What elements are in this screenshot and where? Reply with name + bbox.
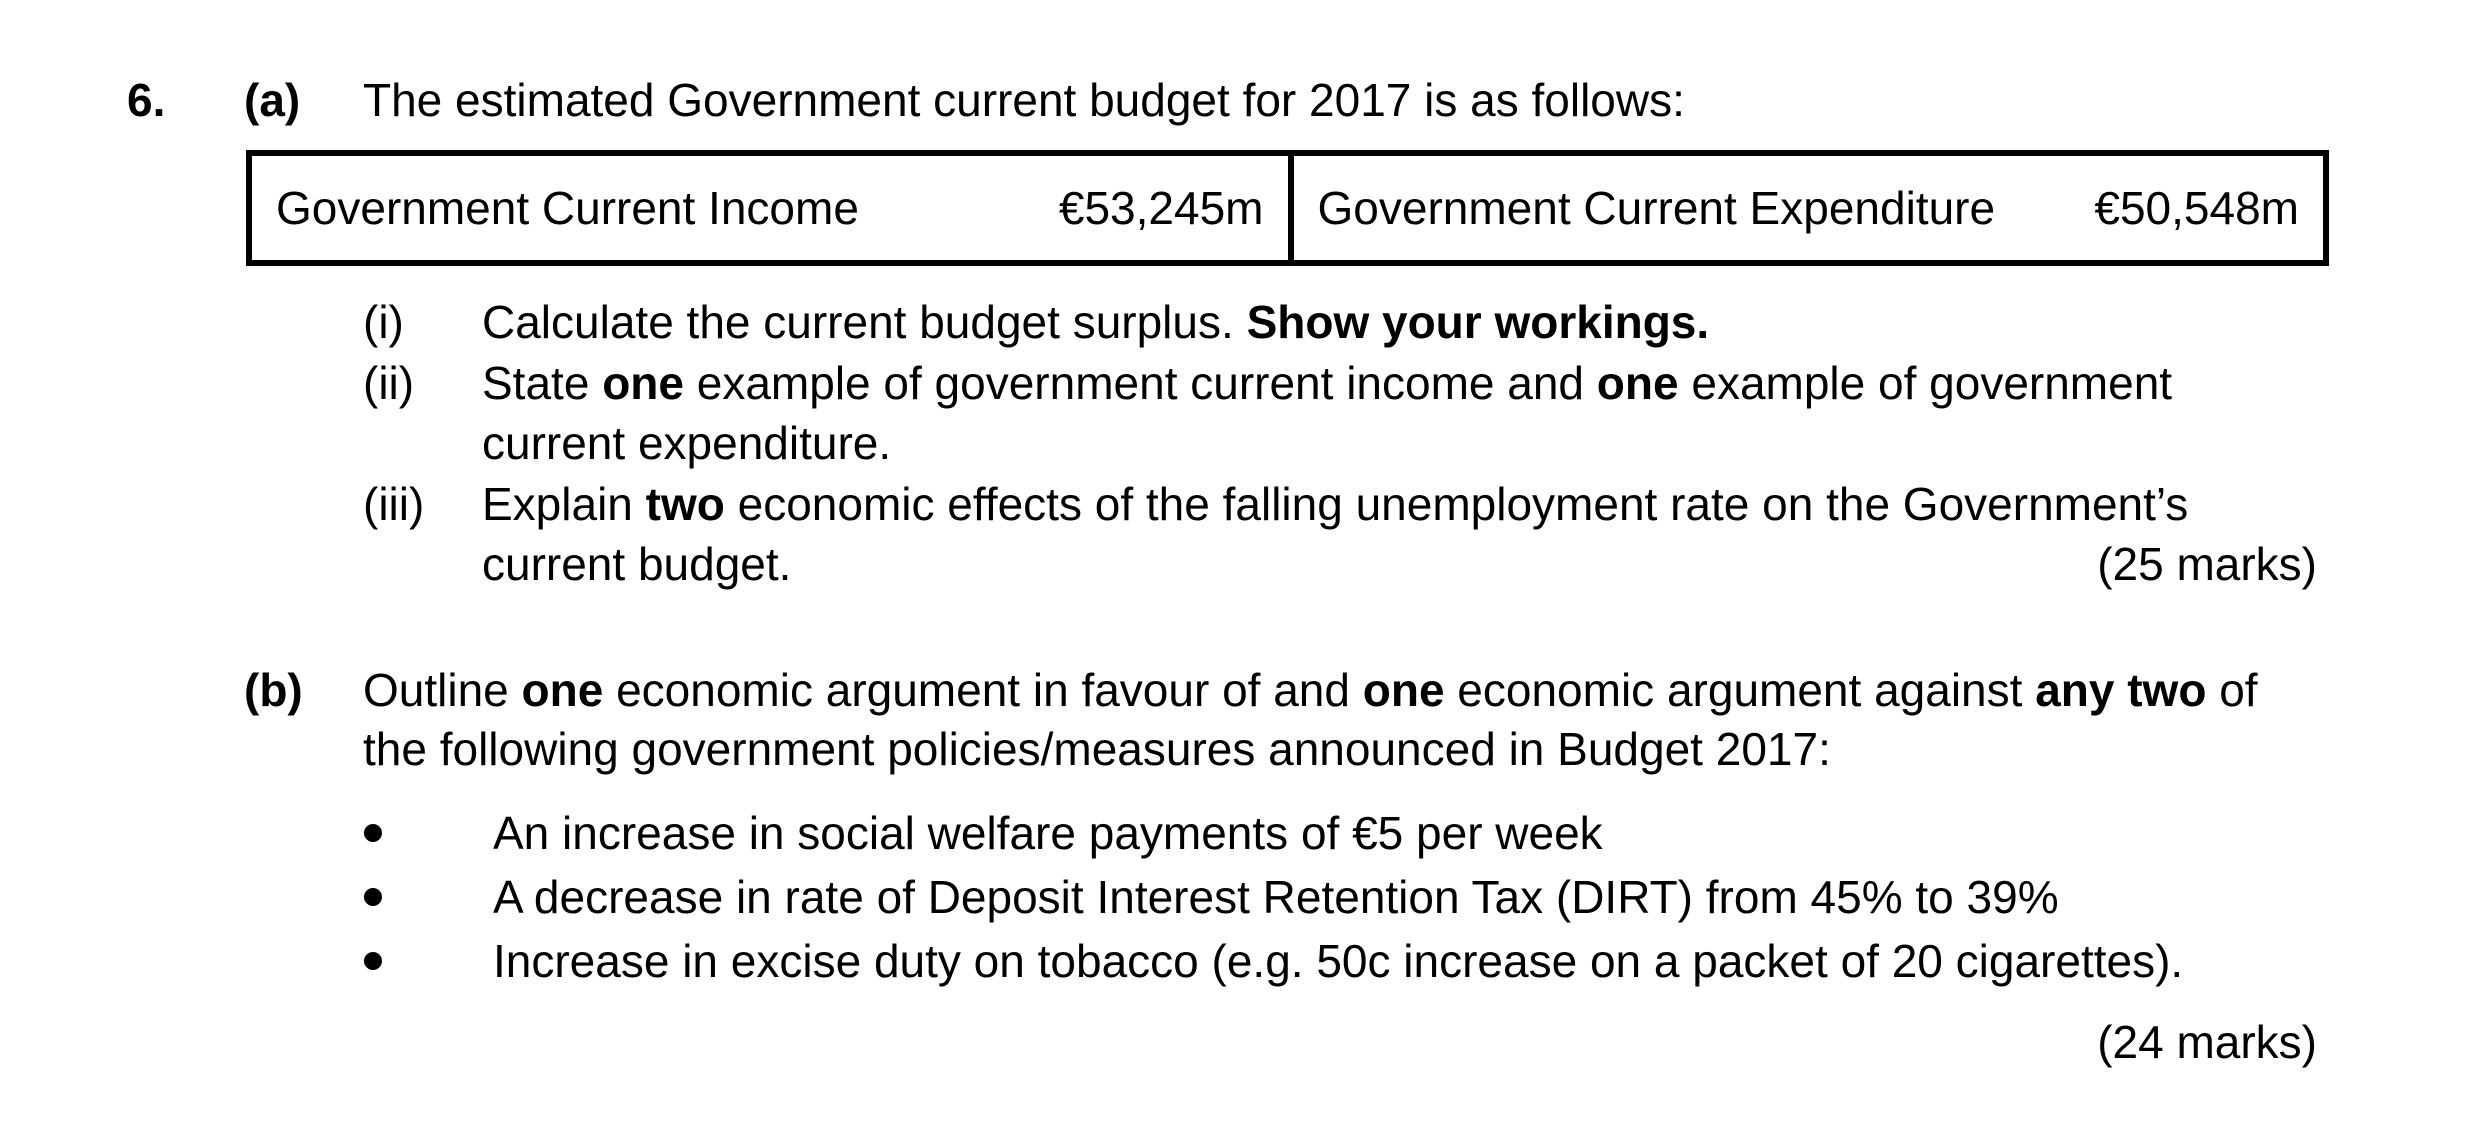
item-iii-s1: Explain	[482, 478, 646, 530]
item-iii-text	[482, 474, 2188, 534]
part-b-b2: one	[1362, 664, 1445, 716]
bullet-dot	[364, 952, 382, 970]
item-ii-s1: State	[482, 357, 603, 409]
income-cell	[252, 156, 1288, 260]
part-b-line2: the following government policies/measures announced in Budget 2017:	[363, 723, 1831, 775]
item-ii-s2: example of government current income and	[683, 357, 1597, 409]
bullet-item-2: A decrease in rate of Deposit Interest Retention Tax (DIRT) from 45% to 39%	[493, 871, 2059, 923]
part-b-b3: any two	[2035, 664, 2207, 716]
income-label: Government Current Income	[276, 182, 859, 234]
item-iii-s2: economic effects of the falling unemployment rate on the Government’s	[724, 478, 2189, 530]
item-ii-b1: one	[602, 357, 684, 409]
part-b-s4: of	[2206, 664, 2258, 716]
part-b-b1: one	[521, 664, 604, 716]
bullet-dot	[364, 824, 382, 842]
bullet-dot	[364, 888, 382, 906]
bullet-item-1: An increase in social welfare payments of €5 per week	[493, 807, 1603, 859]
expenditure-cell	[1288, 156, 2324, 260]
part-b-marks: (24 marks)	[2097, 1016, 2317, 1068]
item-i-text	[482, 292, 1709, 352]
item-ii-text	[482, 353, 2172, 413]
budget-table	[246, 150, 2329, 266]
item-i-pre: Calculate the current budget surplus.	[482, 296, 1247, 348]
item-iii-line2: current budget.	[482, 538, 792, 590]
bullet-item-3: Increase in excise duty on tobacco (e.g. 50c increase on a packet of 20 cigarettes).	[493, 935, 2184, 987]
item-iii-b1: two	[645, 478, 725, 530]
item-i-numeral: (i)	[363, 296, 404, 348]
part-b-s1: Outline	[363, 664, 522, 716]
item-i-bold: Show your workings.	[1246, 296, 1710, 348]
part-b-s2: economic argument in favour of and	[603, 664, 1363, 716]
part-a-intro: The estimated Government current budget for 2017 is as follows:	[363, 74, 1685, 126]
expenditure-label: Government Current Expenditure	[1317, 182, 1996, 234]
income-value: €53,245m	[1058, 182, 1264, 234]
expenditure-value: €50,548m	[2094, 182, 2299, 234]
part-b-s3: economic argument against	[1444, 664, 2036, 716]
item-iii-numeral: (iii)	[363, 478, 425, 530]
item-ii-line2: current expenditure.	[482, 417, 892, 469]
item-ii-numeral: (ii)	[363, 357, 415, 409]
part-a-label: (a)	[244, 74, 301, 126]
part-b-label: (b)	[244, 664, 303, 716]
part-b-text	[363, 660, 2258, 720]
question-number: 6.	[127, 74, 166, 126]
item-ii-s3: example of government	[1678, 357, 2173, 409]
part-a-marks: (25 marks)	[2097, 538, 2317, 590]
item-ii-b2: one	[1596, 357, 1679, 409]
